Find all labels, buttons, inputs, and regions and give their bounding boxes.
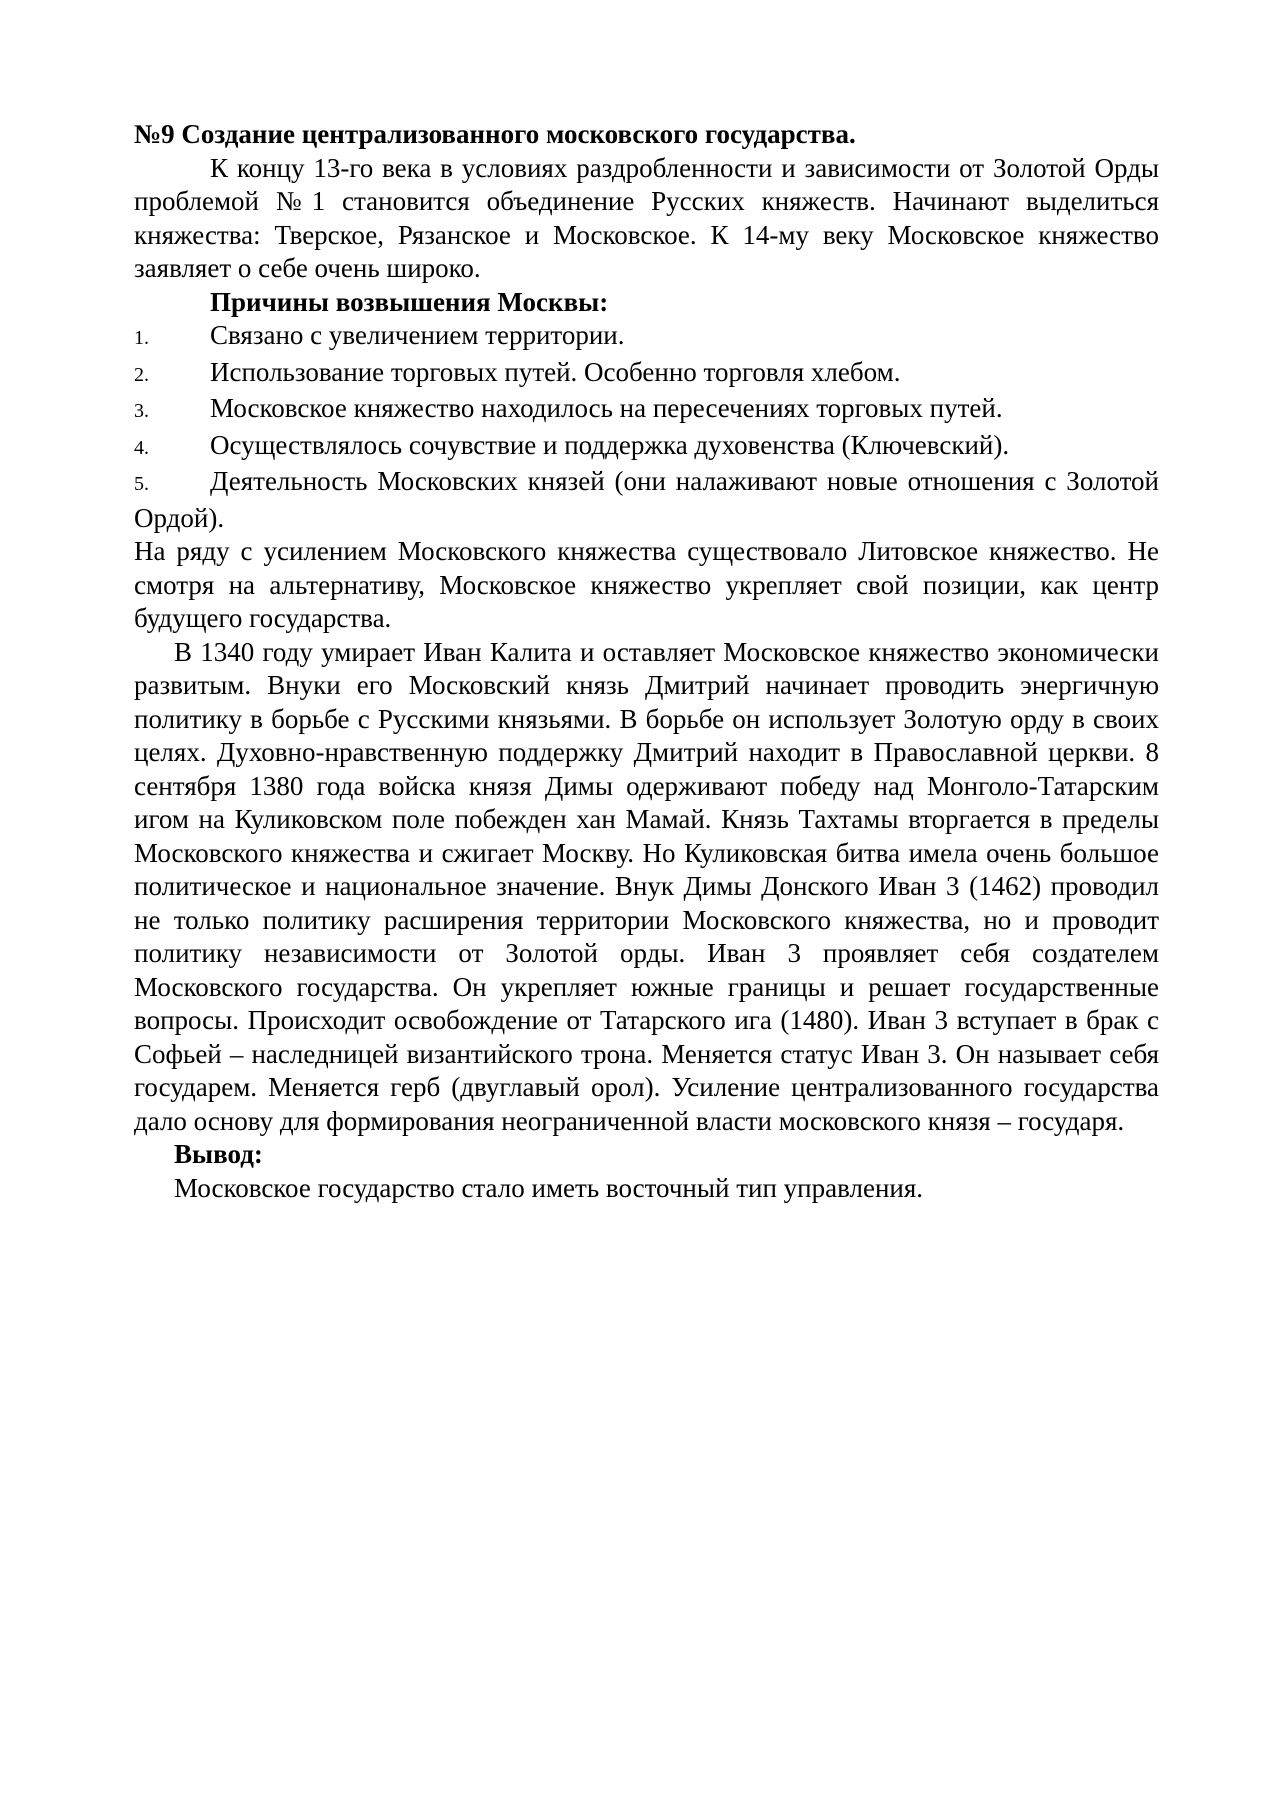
main-paragraph: В 1340 году умирает Иван Калита и оставляет Московское княжество экономически развитым. Внуки его Московский князь Дмитрий начинает проводить энергичную политику в борьбе с Русскими князьями. В борьбе он использует Золотую орду в своих целях. Духовно-нравственную поддержку Дмитрий находит в Православной церкви. 8 сентября 1380 года войска князя Димы одерживают победу над Монголо-Татарским игом на Куликовском поле побежден хан Мамай. Князь Тахтамы вторгается в пределы Московского княжества и сжигает Москву. Но Куликовская битва имела очень большое политическое и национальное значение. Внук Димы Донского Иван 3 (1462) проводил не только политику расширения территории Московского княжества, но и проводит политику независимости от Золотой орды. Иван 3 проявляет себя создателем Московского государства. Он укрепляет южные границы и решает государственные вопросы. Происходит освобождение от Татарского ига (1480). Иван 3 вступает в брак с Софьей – наследницей византийского трона. Меняется статус Иван 3. Он называет себя государем. Меняется герб (двуглавый орол). Усиление централизованного государства дало основу для формирования неограниченной власти московского князя – государя. (134, 636, 1159, 1136)
reasons-heading: Причины возвышения Москвы: (210, 286, 609, 317)
list-item (134, 429, 1159, 466)
list-item (134, 319, 1159, 356)
list-item (134, 392, 1159, 429)
reasons-list (134, 319, 1159, 535)
list-item (134, 356, 1159, 393)
list-text: Деятельность Московских князей (они налаживают новые отношения с Золотой Ордой). (134, 466, 1159, 533)
conclusion-heading: Вывод: (174, 1139, 263, 1169)
list-text: Осуществлялось сочувствие и поддержка духовенства (Ключевский). (210, 429, 1010, 460)
list-number: 2. (134, 363, 149, 386)
document-title: №9 Создание централизованного московского государства. (134, 119, 856, 149)
list-text: Связано с увеличением территории. (210, 320, 625, 350)
list-number: 3. (134, 400, 149, 422)
document-page (134, 118, 1159, 1205)
list-number: 4. (134, 436, 149, 459)
lithuania-paragraph: На ряду с усилением Московского княжества существовало Литовское княжество. Не смотря на альтернативу, Московское княжество укрепляет свой позиции, как центр будущего государства. (134, 536, 1159, 633)
intro-paragraph: К концу 13-го века в условиях раздробленности и зависимости от Золотой Орды проблемой №1 становится объединение Русских княжеств. Начинают выделиться княжества: Тверское, Рязанское и Московское. К 14-му веку Московское княжество заявляет о себе очень широко. (134, 152, 1159, 283)
list-text: Московское княжество находилось на пересечениях торговых путей. (210, 393, 1003, 423)
list-number: 1. (134, 327, 149, 349)
list-text: Использование торговых путей. Особенно торговля хлебом. (210, 356, 901, 387)
conclusion-text: Московское государство стало иметь восточный тип управления. (174, 1172, 924, 1203)
list-number: 5. (134, 473, 149, 495)
list-item (134, 465, 1159, 535)
